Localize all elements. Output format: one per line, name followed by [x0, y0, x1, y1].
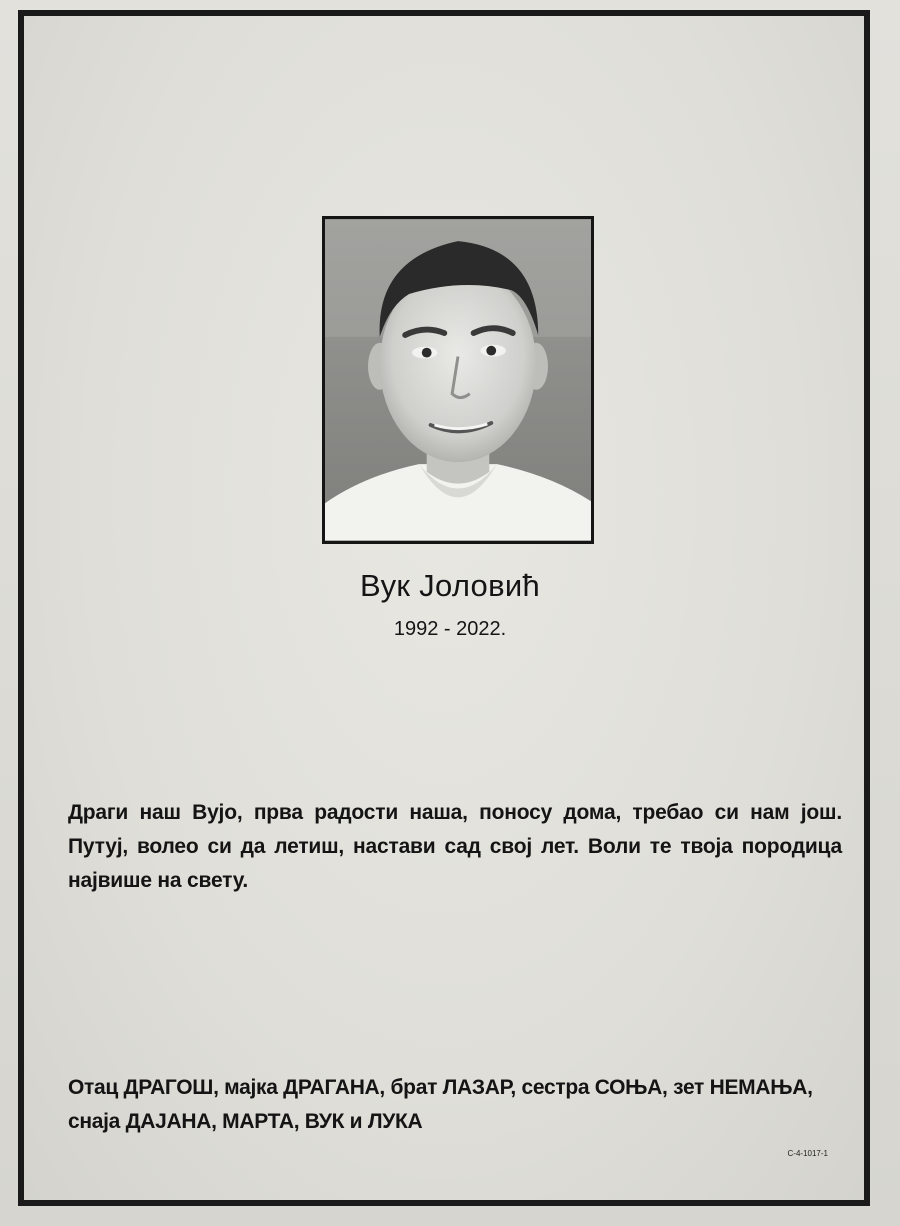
family-line-2: снаја ДАЈАНА, МАРТА, ВУК и ЛУКА	[68, 1110, 423, 1133]
deceased-name: Вук Јоловић	[359, 568, 541, 603]
portrait-illustration	[325, 219, 591, 541]
ad-code: С-4-1017-1	[787, 1149, 828, 1158]
family-line-1: Отац ДРАГОШ, мајка ДРАГАНА, брат ЛАЗАР, сестра СОЊА, зет НЕМАЊА,	[68, 1076, 813, 1099]
life-years: 1992 - 2022.	[393, 618, 507, 640]
tribute-message: Драги наш Вујо, прва радости наша, поносу дома, требао си нам још. Путуј, волео си да летиш, настави сад свој лет. Воли те твоја породица највише на свету.	[68, 801, 842, 892]
obituary-frame	[18, 10, 870, 1206]
portrait-photo	[322, 216, 594, 544]
family-signatures	[68, 1071, 858, 1139]
